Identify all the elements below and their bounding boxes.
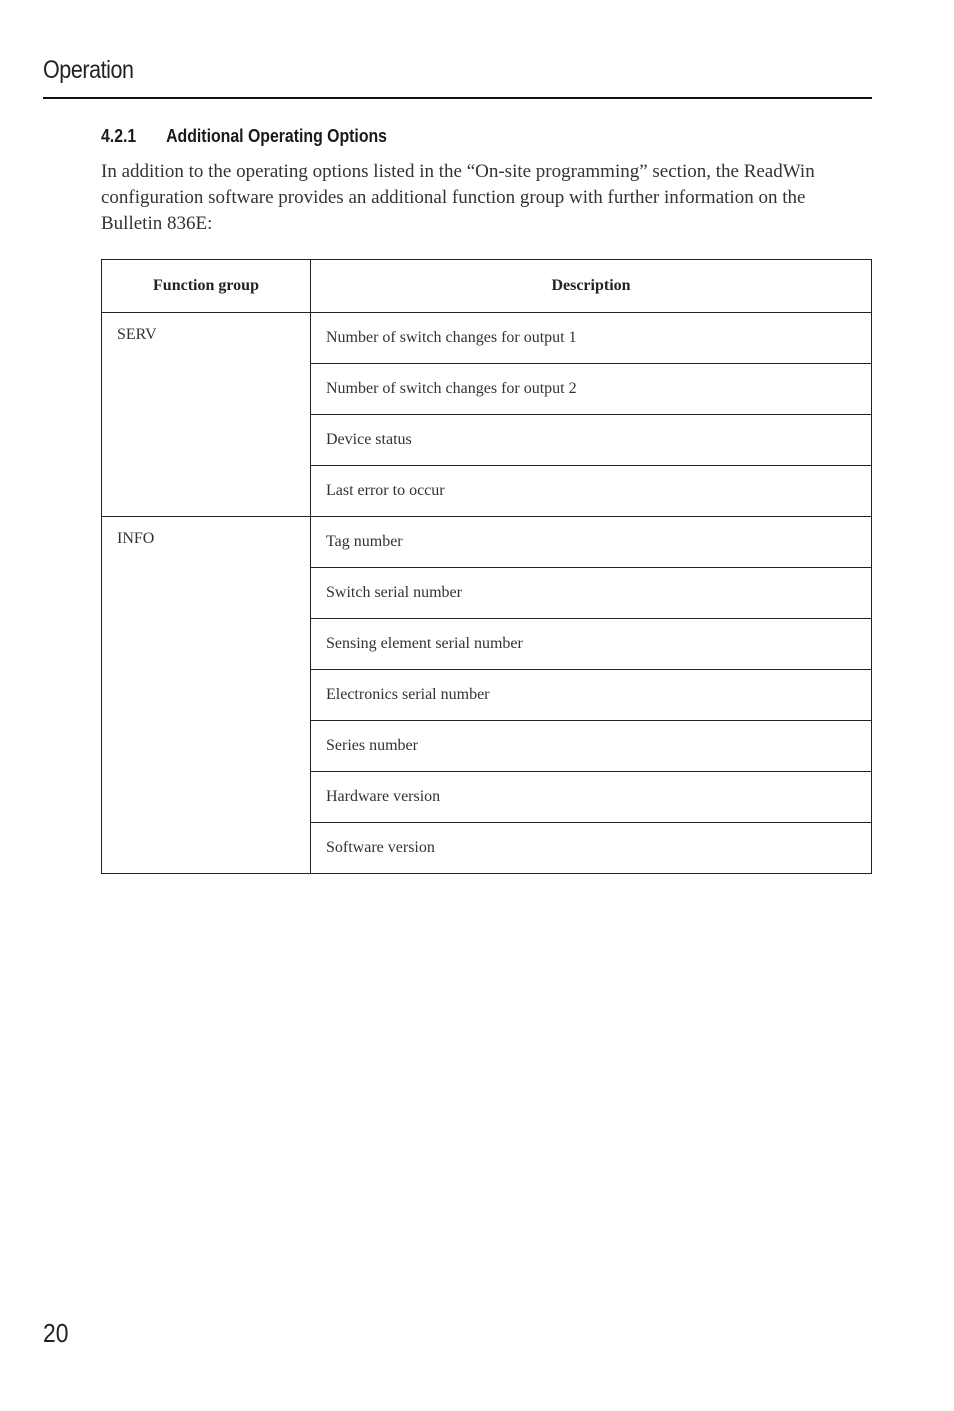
intro-paragraph: In addition to the operating options listed in the “On-site programming” section, the ReadWin configuration software provides an additional function group with further information on the Bulletin 836E: bbox=[101, 161, 815, 234]
table-header-row bbox=[102, 260, 872, 313]
description-cell: Sensing element serial number bbox=[311, 619, 872, 670]
header-rule bbox=[43, 97, 872, 99]
group-cell-serv: SERV bbox=[102, 313, 311, 517]
table-row bbox=[102, 517, 872, 568]
function-group-table bbox=[101, 259, 872, 874]
section-title: Additional Operating Options bbox=[166, 126, 387, 146]
table-row bbox=[102, 313, 872, 364]
description-cell: Software version bbox=[311, 823, 872, 874]
header-function-group: Function group bbox=[102, 260, 311, 313]
description-cell: Last error to occur bbox=[311, 466, 872, 517]
description-cell: Switch serial number bbox=[311, 568, 872, 619]
description-cell: Series number bbox=[311, 721, 872, 772]
page-number: 20 bbox=[43, 1318, 69, 1348]
running-head-title: Operation bbox=[43, 56, 134, 84]
description-cell: Number of switch changes for output 1 bbox=[311, 313, 872, 364]
description-cell: Tag number bbox=[311, 517, 872, 568]
description-cell: Electronics serial number bbox=[311, 670, 872, 721]
header-description: Description bbox=[311, 260, 872, 313]
description-cell: Number of switch changes for output 2 bbox=[311, 364, 872, 415]
section-heading bbox=[101, 126, 387, 147]
description-cell: Device status bbox=[311, 415, 872, 466]
group-cell-info: INFO bbox=[102, 517, 311, 874]
description-cell: Hardware version bbox=[311, 772, 872, 823]
section-number: 4.2.1 bbox=[101, 126, 137, 146]
